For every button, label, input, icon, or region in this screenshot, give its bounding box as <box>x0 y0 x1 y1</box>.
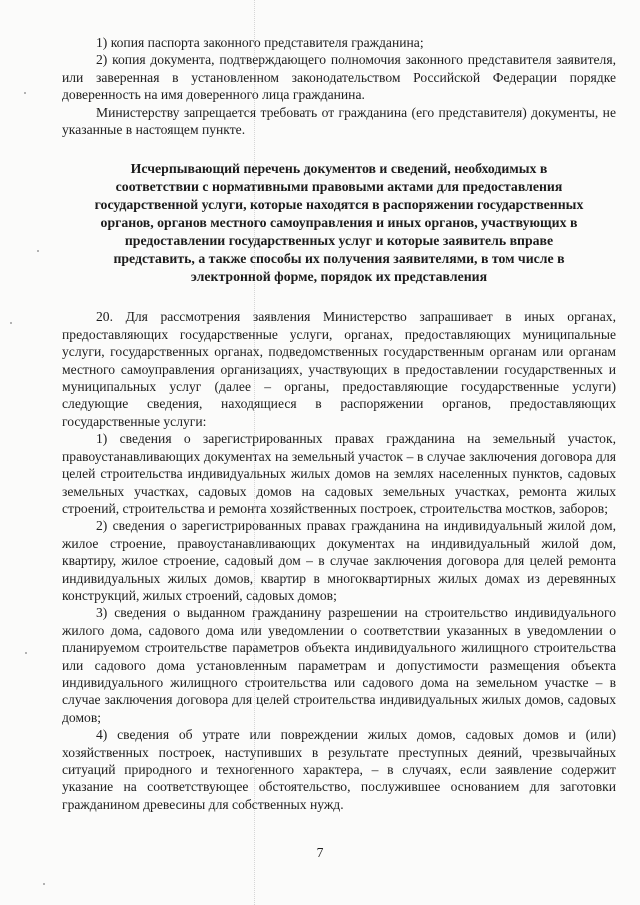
scan-speck <box>43 883 45 885</box>
section-20-lead: 20. Для рассмотрения заявления Министерство запрашивает в иных органах, предоставляющих государственные услуги, органах, предоставляющих муниципальные услуги, государственных органах, подведомственных государственным органам или органам местного самоуправления организациях, участвующих в предоставлении государственных и муниципальных услуг (далее – органы, предоставляющие государственные услуги) следующие сведения, находящиеся в распоряжении органов, предоставляющих государственные услуги: <box>62 309 616 429</box>
section-20-item-3: 3) сведения о выданном гражданину разрешении на строительство индивидуального жилого дома, садового дома или уведомлении о соответствии указанных в уведомлении о планируемом строительстве параметров объекта индивидуального жилищного строительства или садового дома установленным параметрам и допустимости размещения объекта индивидуального жилищного строительства или садового дома на земельном участке – в случае заключения договора для целей строительства индивидуальных жилых домов, садовых домов; <box>62 605 616 725</box>
heading-line: электронной форме, порядок их представления <box>190 269 488 285</box>
intro-item-2: 2) копия документа, подтверждающего полномочия законного представителя заявителя, или заверенная в установленном законодательством Российской Федерации порядке доверенность на имя доверенного лица гражданина. <box>62 52 616 103</box>
document-body <box>62 34 616 813</box>
section-20-item-2: 2) сведения о зарегистрированных правах гражданина на индивидуальный жилой дом, жилое строение, правоустанавливающих документах на индивидуальный жилой дом, квартиру, жилое строение, садовый дом – в случае заключения договора для целей ремонта индивидуальных жилых домов, квартир в многоквартирных жилых домах из деревянных конструкций, жилых строений, садовых домов; <box>62 518 616 603</box>
section-20-item-4: 4) сведения об утрате или повреждении жилых домов, садовых домов и (или) хозяйственных построек, наступивших в результате преступных деяний, чрезвычайных ситуаций природного и техногенного характера, – в случаях, если заявление содержит указание на соответствующее обстоятельство, послужившее основанием для заготовки гражданином древесины для собственных нужд. <box>62 727 616 812</box>
heading-line: государственной услуги, которые находятся в распоряжении государственных <box>94 197 584 213</box>
prohibition-paragraph: Министерству запрещается требовать от гражданина (его представителя) документы, не указанные в настоящем пункте. <box>62 104 616 138</box>
heading-line: предоставлении государственных услуг и которые заявитель вправе <box>124 233 554 249</box>
heading-line: представить, а также способы их получения заявителями, в том числе в <box>113 251 565 267</box>
heading-line: Исчерпывающий перечень документов и сведений, необходимых в <box>130 161 548 177</box>
heading-line: соответствии с нормативными правовыми актами для предоставления <box>115 179 563 195</box>
intro-item-1: 1) копия паспорта законного представителя гражданина; <box>96 35 424 50</box>
scan-speck <box>25 652 27 654</box>
scan-speck <box>24 92 26 94</box>
page-number: 7 <box>316 845 324 860</box>
heading-line: органов, органов местного самоуправления и иных органов, участвующих в <box>100 215 578 231</box>
section-heading <box>62 160 616 286</box>
section-20-item-1: 1) сведения о зарегистрированных правах гражданина на земельный участок, правоустанавливающих документах на земельный участок – в случае заключения договора для целей строительства индивидуальных жилых домов на землях населенных пунктов, садовых земельных участках, садовых домов на садовых земельных участках, ремонта жилых строений, строительства и ремонта хозяйственных построек, строительства мостков, заборов; <box>62 431 616 516</box>
scan-speck <box>10 322 12 324</box>
scan-speck <box>37 250 39 252</box>
